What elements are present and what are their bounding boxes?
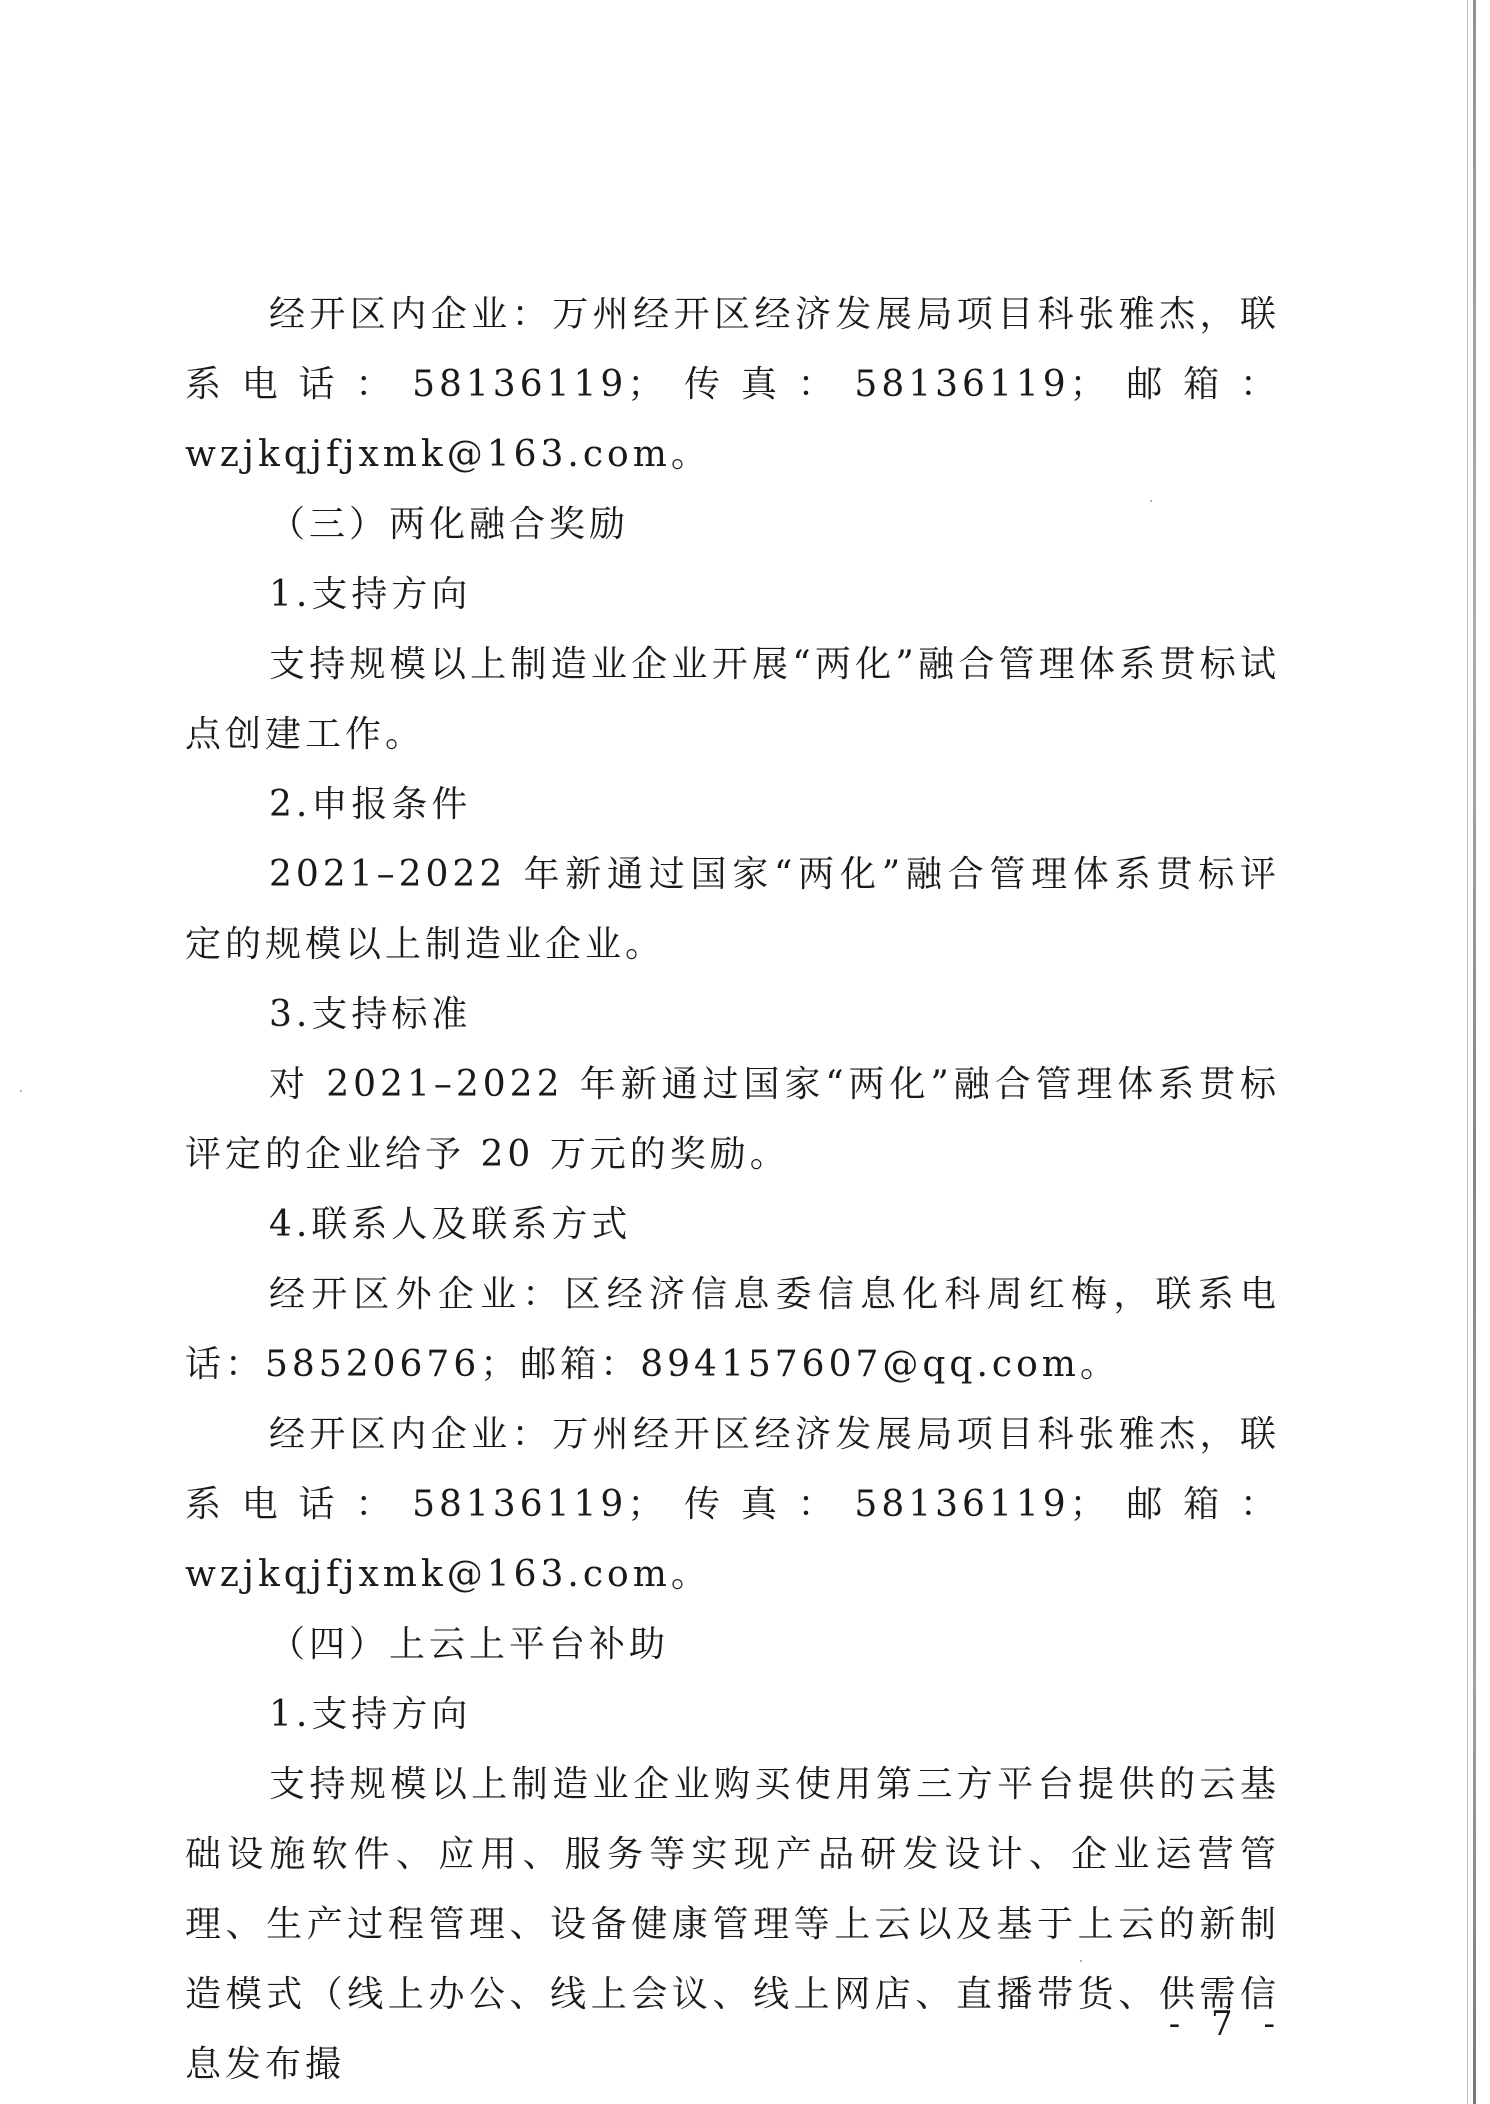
subheading-contacts: 4.联系人及联系方式 <box>269 1204 632 1245</box>
page-edge-shadow <box>1473 0 1476 2104</box>
paragraph-support-direction: 支持规模以上制造业企业开展“两化”融合管理体系贯标试点创建工作。 <box>185 644 1280 755</box>
subheading-standard: 3.支持标准 <box>269 994 472 1035</box>
page-edge-line <box>1467 0 1468 2104</box>
subheading-support-direction-2: 1.支持方向 <box>269 1694 472 1735</box>
paragraph-contact-outside: 经开区外企业：区经济信息委信息化科周红梅，联系电话：58520676；邮箱：894157607@qq.com。 <box>185 1274 1280 1385</box>
paragraph-conditions: 2021–2022 年新通过国家“两化”融合管理体系贯标评定的规模以上制造业企业。 <box>185 854 1280 965</box>
scan-speck <box>20 1090 22 1092</box>
subheading-support-direction: 1.支持方向 <box>269 574 472 615</box>
document-body <box>185 280 1280 2100</box>
page-number: - 7 - <box>1168 2004 1285 2044</box>
section-heading-3: （三）两化融合奖励 <box>269 504 630 545</box>
paragraph-contact-inside-1: 经开区内企业：万州经开区经济发展局项目科张雅杰，联系电话：58136119；传真：58136119；邮箱：wzjkqjfjxmk@163.com。 <box>185 294 1280 475</box>
section-heading-4: （四）上云上平台补助 <box>269 1624 670 1665</box>
paragraph-standard: 对 2021–2022 年新通过国家“两化”融合管理体系贯标评定的企业给予 20 万元的奖励。 <box>185 1064 1280 1175</box>
subheading-conditions: 2.申报条件 <box>269 784 472 825</box>
paragraph-cloud-support: 支持规模以上制造业企业购买使用第三方平台提供的云基础设施软件、应用、服务等实现产品研发设计、企业运营管理、生产过程管理、设备健康管理等上云以及基于上云的新制造模式（线上办公、线上会议、线上网店、直播带货、供需信息发布撮 <box>185 1764 1280 2085</box>
paragraph-contact-inside-2: 经开区内企业：万州经开区经济发展局项目科张雅杰，联系电话：58136119；传真：58136119；邮箱：wzjkqjfjxmk@163.com。 <box>185 1414 1280 1595</box>
